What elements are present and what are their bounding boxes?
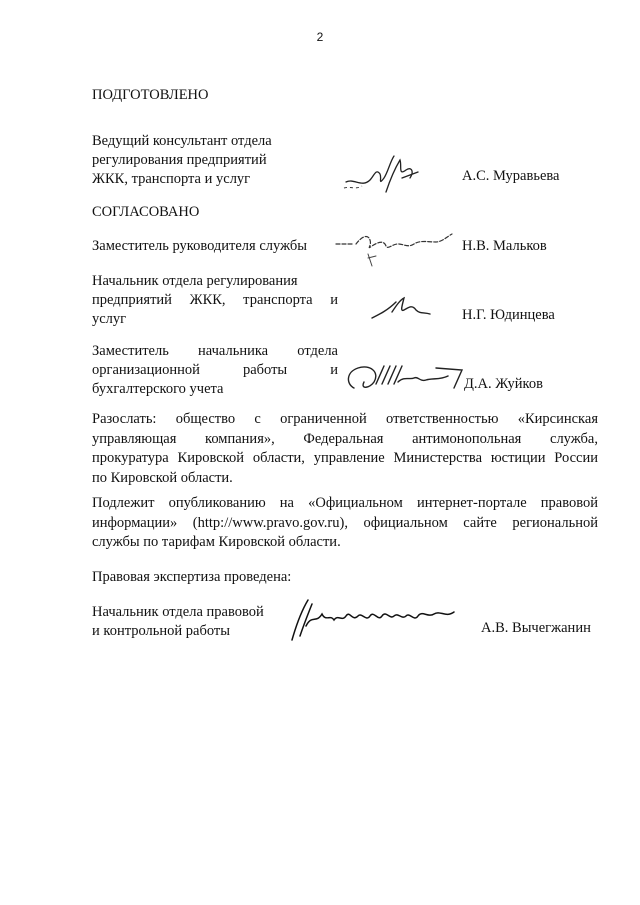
page-number: 2 — [316, 30, 324, 44]
agreed-signer-2-position-line-2: предприятий ЖКК, транспорта и — [92, 292, 338, 308]
signature-muravyeva — [340, 148, 430, 210]
legal-review-note: Правовая экспертиза проведена: — [92, 569, 292, 585]
signature-vychegzhanin — [286, 596, 466, 644]
distribution-paragraph — [92, 410, 598, 488]
distribution-line-4: по Кировской области. — [92, 469, 233, 486]
prepared-position — [92, 132, 332, 189]
agreed-signer-3-position-line-3: бухгалтерского учета — [92, 381, 224, 397]
prepared-position-line-3: ЖКК, транспорта и услуг — [92, 171, 251, 187]
prepared-name: А.С. Муравьева — [462, 168, 560, 184]
distribution-line-2: управляющая компания», Федеральная антимонопольная служба, — [92, 430, 598, 447]
legal-review-position — [92, 603, 292, 641]
publication-line-3: службы по тарифам Кировской области. — [92, 534, 341, 550]
agreed-signer-1-name: Н.В. Мальков — [462, 238, 547, 254]
agreed-signer-3-position-line-1: Заместитель начальника отдела — [92, 343, 338, 359]
signature-zhuikov — [340, 358, 465, 400]
agreed-heading: СОГЛАСОВАНО — [92, 204, 200, 220]
publication-line-2: информации» (http://www.pravo.gov.ru), официальном сайте региональной — [92, 514, 598, 531]
publication-paragraph — [92, 494, 598, 553]
agreed-signer-2-position-line-1: Начальник отдела регулирования — [92, 273, 298, 289]
legal-review-position-line-2: и контрольной работы — [92, 623, 230, 639]
prepared-position-line-2: регулирования предприятий — [92, 152, 267, 168]
signature-yudintseva — [366, 292, 436, 328]
agreed-signer-3-name: Д.А. Жуйков — [464, 376, 543, 392]
agreed-signer-3-position — [92, 342, 338, 399]
agreed-signer-2-position — [92, 272, 338, 329]
distribution-line-1: Разослать: общество с ограниченной ответственностью «Кирсинская — [92, 411, 598, 427]
legal-review-name: А.В. Вычегжанин — [481, 620, 591, 636]
prepared-position-line-1: Ведущий консультант отдела — [92, 133, 272, 149]
agreed-signer-1-position — [92, 237, 342, 256]
agreed-signer-2-name: Н.Г. Юдинцева — [462, 307, 555, 323]
agreed-signer-1-position-line-1: Заместитель руководителя службы — [92, 238, 308, 254]
agreed-signer-3-position-line-2: организационной работы и — [92, 362, 338, 378]
publication-line-1: Подлежит опубликованию на «Официальном интернет-портале правовой — [92, 495, 598, 511]
distribution-line-3: прокуратура Кировской области, управление Министерства юстиции России — [92, 450, 598, 466]
prepared-heading: ПОДГОТОВЛЕНО — [92, 87, 209, 103]
legal-review-position-line-1: Начальник отдела правовой — [92, 604, 264, 620]
agreed-signer-2-position-line-3: услуг — [92, 311, 127, 327]
signature-malkov — [332, 222, 457, 272]
